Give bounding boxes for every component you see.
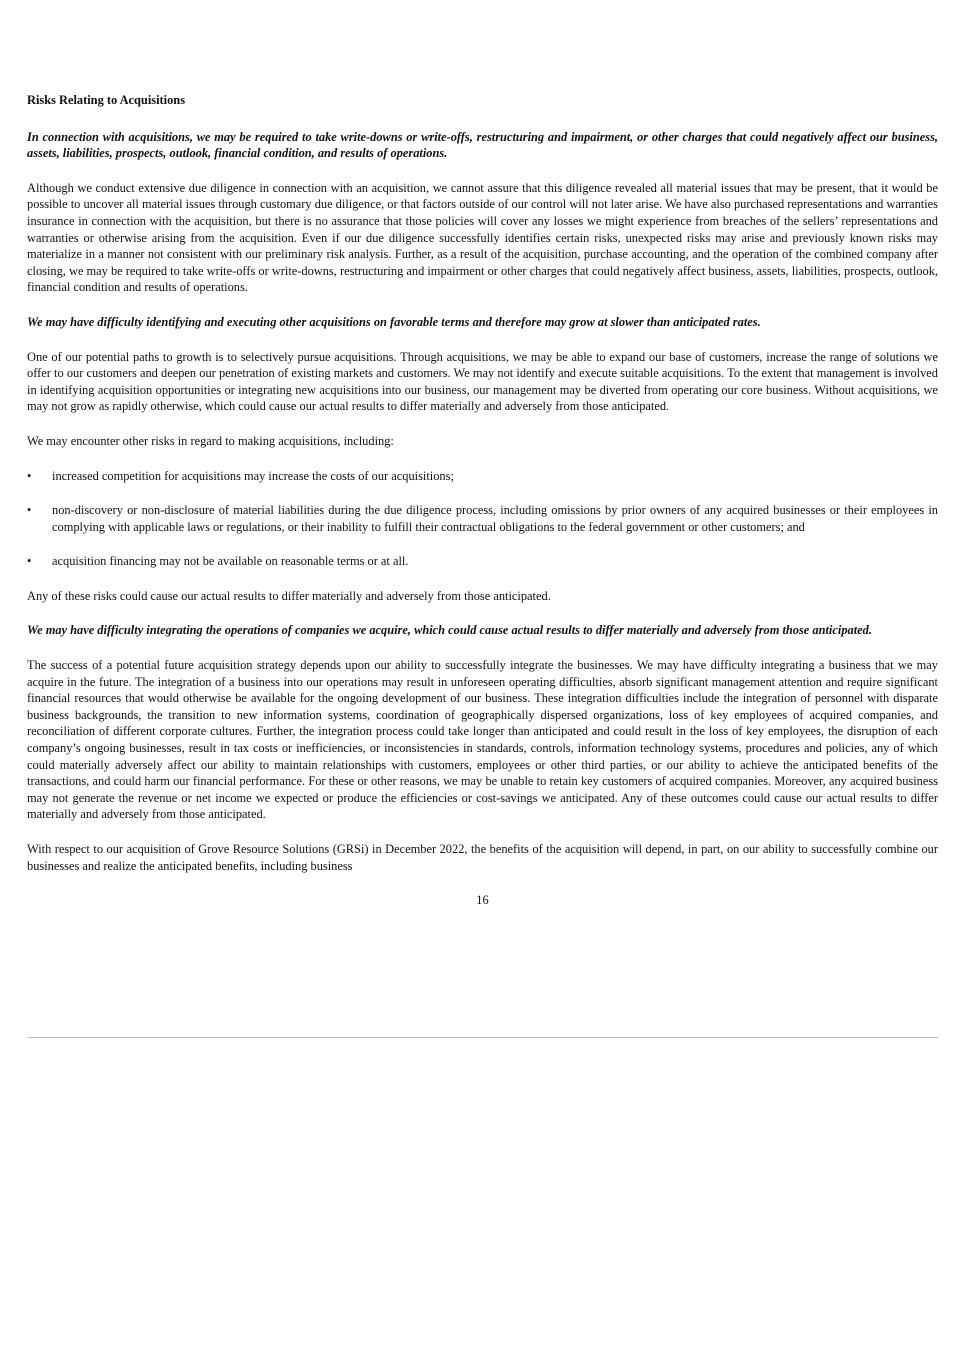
risk-paragraph-integration: The success of a potential future acquisition strategy depends upon our ability to successfully integrate the businesses. We may have difficulty integrating a business that we may acquire in the future. The integration of a business into our operations may result in unforeseen operating difficulties, absorb significant management attention and require significant financial resources that would otherwise be available for the ongoing development of our business. These integration difficulties include the integration of personnel with disparate business backgrounds, the transition to new information systems, coordination of geographically dispersed organizations, loss of key employees of acquired companies, and reconciliation of different corporate cultures. Further, the integration process could take longer than anticipated and could result in the loss of key employees, the disruption of each company’s ongoing businesses, result in tax costs or inefficiencies, or inconsistencies in standards, controls, information technology systems, procedures and policies, any of which could materially adversely affect our ability to maintain relationships with customers, employees or other third parties, or our ability to achieve the anticipated benefits of the transactions, and could harm our financial performance. For these or other reasons, we may be unable to retain key customers of acquired companies. Moreover, any acquired business may not generate the revenue or net income we expected or produce the efficiencies or cost-savings we anticipated. Any of these outcomes could cause our actual results to differ materially and adversely from those anticipated.: [27, 658, 938, 822]
risk-heading-integration: We may have difficulty integrating the operations of companies we acquire, which could cause actual results to differ materially and adversely from those anticipated.: [27, 623, 872, 638]
bullet-marker: •: [27, 503, 32, 518]
bullet-text: increased competition for acquisitions may increase the costs of our acquisitions;: [52, 468, 454, 483]
list-item: [27, 502, 938, 535]
risk-paragraph-grsi: With respect to our acquisition of Grove Resource Solutions (GRSi) in December 2022, the benefits of the acquisition will depend, in part, on our ability to successfully combine our businesses and realize the anticipated benefits, including business: [27, 842, 938, 873]
document-page: [27, 92, 938, 909]
section-title: Risks Relating to Acquisitions: [27, 93, 186, 107]
list-item: [27, 553, 938, 570]
risk-paragraph-closing: Any of these risks could cause our actual results to differ materially and adversely from those anticipated.: [27, 588, 551, 603]
risk-paragraph-due-diligence: Although we conduct extensive due diligence in connection with an acquisition, we cannot assure that this diligence revealed all material issues that may be present, that it would be possible to uncover all material issues through customary due diligence, or that factors outside of our control will not later arise. We have also purchased representations and warranties insurance in connection with the acquisition, but there is no assurance that those policies will cover any losses we might experience from breaches of the sellers’ representations and warranties or otherwise arising from the acquisition. Even if our due diligence successfully identifies certain risks, unexpected risks may arise and previously known risks may materialize in a manner not consistent with our preliminary risk analysis. Further, as a result of the acquisition, purchase accounting, and the operation of the combined company after closing, we may be required to take write-offs or write-downs, restructuring and impairment or other charges that could negatively affect business, assets, liabilities, prospects, outlook, financial condition and results of operations.: [27, 180, 938, 295]
bullet-text: acquisition financing may not be available on reasonable terms or at all.: [52, 554, 409, 569]
risk-list-intro: We may encounter other risks in regard to making acquisitions, including:: [27, 433, 394, 448]
bullet-marker: •: [27, 468, 32, 483]
bullet-text: non-discovery or non-disclosure of material liabilities during the due diligence process, including omissions by prior owners of any acquired businesses or their employees in complying with applicable laws or regulations, or their inability to fulfill their contractual obligations to the federal government or other customers; and: [52, 503, 938, 534]
page-number: 16: [476, 893, 489, 908]
risk-heading-identifying-acquisitions: We may have difficulty identifying and executing other acquisitions on favorable terms and therefore may grow at slower than anticipated rates.: [27, 314, 761, 329]
list-item: [27, 468, 938, 485]
risk-paragraph-growth-paths: One of our potential paths to growth is to selectively pursue acquisitions. Through acquisitions, we may be able to expand our base of customers, increase the range of solutions we offer to our customers and deepen our penetration of existing markets and customers. We may not identify and execute suitable acquisitions. To the extent that management is involved in identifying acquisition opportunities or integrating new acquisitions into our business, our management may be diverted from operating our core business. Without acquisitions, we may not grow as rapidly otherwise, which could cause our actual results to differ materially and adversely from those anticipated.: [27, 349, 938, 414]
risk-heading-write-downs: In connection with acquisitions, we may be required to take write-downs or write-offs, restructuring and impairment, or other charges that could negatively affect our business, assets, liabilities, prospects, outlook, financial condition, and results of operations.: [27, 129, 938, 161]
bullet-marker: •: [27, 554, 32, 569]
risk-bullet-list: [27, 468, 938, 570]
page-divider: [27, 1037, 938, 1038]
